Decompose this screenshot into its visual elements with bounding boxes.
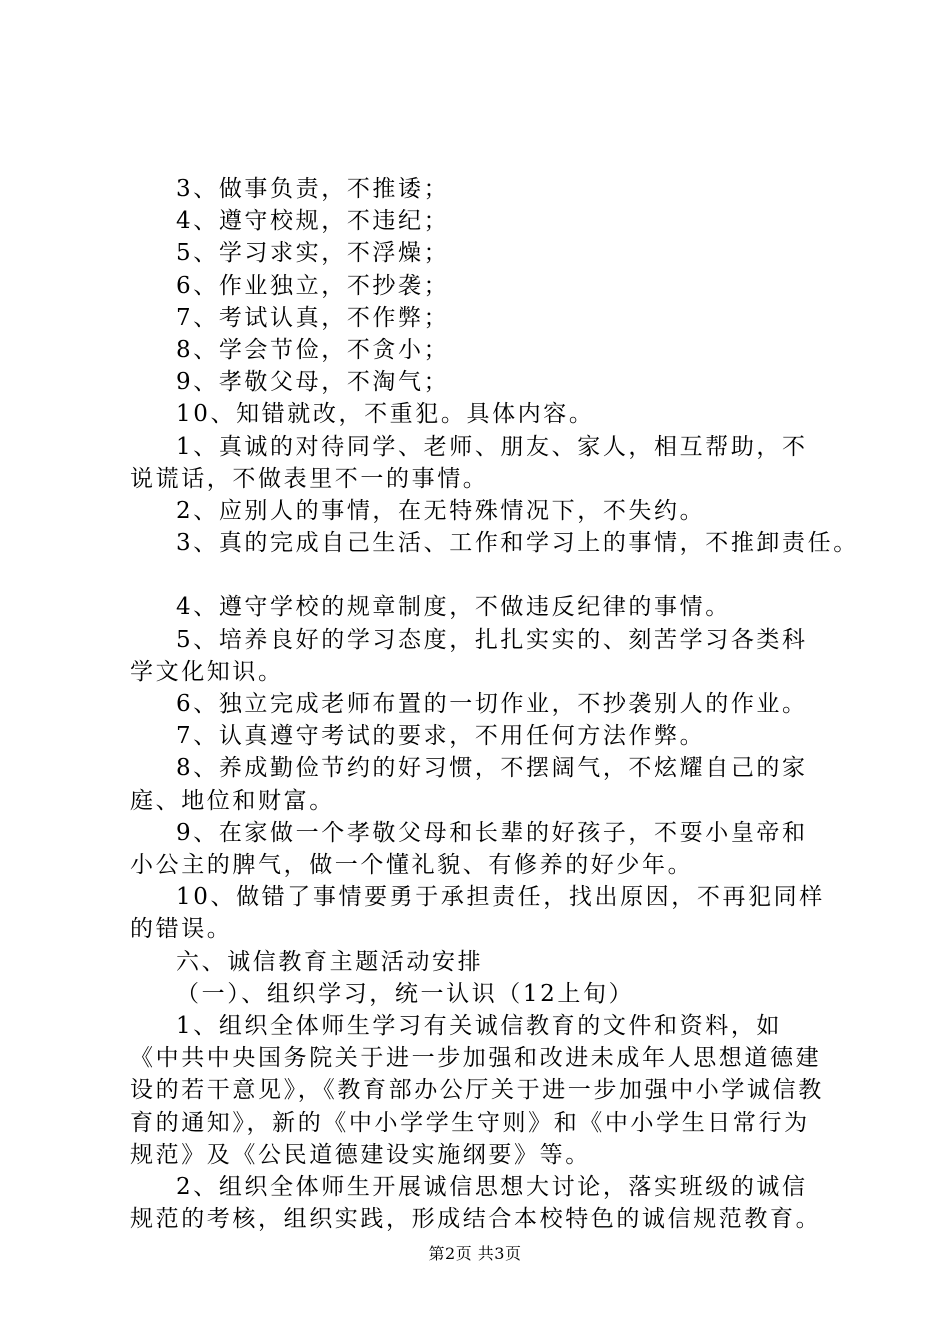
paragraph-11: 3、真的完成自己生活、工作和学习上的事情，不推卸责任。 bbox=[176, 530, 859, 557]
paragraph-22: 2、组织全体师生开展诚信思想大讨论，落实班级的诚信规范的考核，组织实践，形成结合本校特色的诚信规范教育。 bbox=[130, 1174, 822, 1233]
paragraph-5: 7、考试认真，不作弊； bbox=[176, 304, 450, 331]
paragraph-21: 1、组织全体师生学习有关诚信教育的文件和资料，如《中共中央国务院关于进一步加强和改进未成年人思想道德建设的若干意见》，《教育部办公厅关于进一步加强中小学诚信教育的通知》，新的《中小学学生守则》和《中小学生日常行为规范》及《公民道德建设实施纲要》等。 bbox=[130, 1013, 824, 1168]
paragraph-6: 8、学会节俭，不贪小； bbox=[176, 337, 450, 364]
paragraph-17: 9、在家做一个孝敬父母和长辈的好孩子，不耍小皇帝和小公主的脾气，做一个懂礼貌、有修养的好少年。 bbox=[130, 819, 808, 879]
paragraph-1: 3、做事负责，不推诿； bbox=[176, 176, 450, 202]
subsection-heading: （一）、组织学习，统一认识（12上旬） bbox=[176, 980, 635, 1007]
paragraph-9: 1、真诚的对待同学、老师、朋友、家人，相互帮助，不说谎话，不做表里不一的事情。 bbox=[130, 433, 808, 492]
paragraph-8: 10、知错就改，不重犯。具体内容。 bbox=[176, 401, 595, 428]
paragraph-7: 9、孝敬父母，不淘气； bbox=[176, 369, 450, 396]
paragraph-14: 6、独立完成老师布置的一切作业，不抄袭别人的作业。 bbox=[176, 691, 808, 718]
paragraph-16: 8、养成勤俭节约的好习惯，不摆阔气，不炫耀自己的家庭、地位和财富。 bbox=[130, 755, 808, 814]
section-heading: 六、诚信教育主题活动安排 bbox=[176, 948, 484, 975]
paragraph-12: 4、遵守学校的规章制度，不做违反纪律的事情。 bbox=[176, 594, 731, 621]
paragraph-2: 4、遵守校规，不违纪； bbox=[176, 208, 450, 235]
paragraph-3: 5、学习求实，不浮燥； bbox=[176, 240, 450, 267]
paragraph-10: 2、应别人的事情，在无特殊情况下，不失约。 bbox=[176, 498, 706, 525]
paragraph-15: 7、认真遵守考试的要求，不用任何方法作弊。 bbox=[176, 723, 706, 750]
paragraph-18: 10、做错了事情要勇于承担责任，找出原因，不再犯同样的错误。 bbox=[130, 884, 825, 943]
page-number-footer: 第2页 共3页 bbox=[428, 1244, 522, 1263]
paragraph-13: 5、培养良好的学习态度，扎扎实实的、刻苦学习各类科学文化知识。 bbox=[130, 626, 808, 685]
paragraph-4: 6、作业独立，不抄袭； bbox=[176, 272, 450, 299]
document-body bbox=[130, 173, 859, 1236]
